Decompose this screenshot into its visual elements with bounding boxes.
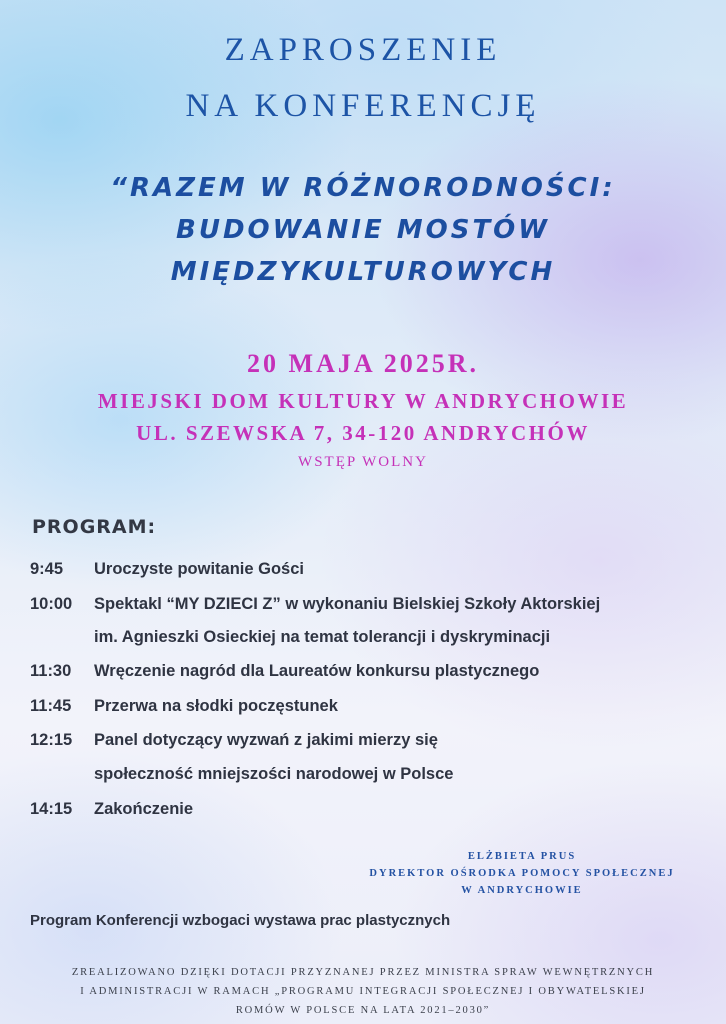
program-item — [30, 731, 438, 750]
program-description: Spektakl “MY DZIECI Z” w wykonaniu Bielskiej Szkoły Aktorskiej — [94, 595, 601, 613]
program-item — [30, 595, 600, 614]
event-entry: WSTĘP WOLNY — [298, 454, 428, 470]
program-item-continuation: społeczność mniejszości narodowej w Polsce — [94, 765, 454, 783]
program-time: 10:00 — [30, 595, 73, 613]
program-item — [30, 697, 338, 716]
funding-line-1: ZREALIZOWANO DZIĘKI DOTACJI PRZYZNANEJ PRZEZ MINISTRA SPRAW WEWNĘTRZNYCH — [71, 967, 655, 978]
program-description: Panel dotyczący wyzwań z jakimi mierzy się — [94, 731, 438, 749]
exhibition-note: Program Konferencji wzbogaci wystawa prac plastycznych — [30, 912, 451, 929]
signature-title-line-1: DYREKTOR OŚRODKA POMOCY SPOŁECZNEJ — [369, 868, 675, 879]
program-time: 9:45 — [30, 560, 64, 578]
program-description: Zakończenie — [94, 800, 194, 818]
program-description: Wręczenie nagród dla Laureatów konkursu plastycznego — [94, 662, 540, 680]
conference-title-line-2: BUDOWANIE MOSTÓW — [176, 215, 550, 245]
program-time: 14:15 — [30, 800, 73, 818]
event-date: 20 MAJA 2025R. — [247, 349, 479, 378]
program-description: Przerwa na słodki poczęstunek — [94, 697, 338, 715]
program-heading: PROGRAM: — [32, 516, 157, 538]
invitation-title-line-2: NA KONFERENCJĘ — [185, 88, 541, 124]
program-time: 11:30 — [30, 662, 72, 680]
invitation-title-line-1: ZAPROSZENIE — [224, 32, 502, 68]
funding-line-2: I ADMINISTRACJI W RAMACH „PROGRAMU INTEGRACJI SPOŁECZNEJ I OBYWATELSKIEJ — [80, 986, 646, 997]
funding-line-3: ROMÓW W POLSCE NA LATA 2021–2030” — [235, 1005, 491, 1016]
program-item-continuation: im. Agnieszki Osieckiej na temat tolerancji i dyskryminacji — [94, 628, 551, 646]
event-venue: MIEJSKI DOM KULTURY W ANDRYCHOWIE — [97, 389, 629, 413]
event-address: UL. SZEWSKA 7, 34-120 ANDRYCHÓW — [136, 421, 590, 445]
signature-title-line-2: W ANDRYCHOWIE — [461, 885, 583, 896]
program-item — [30, 662, 539, 681]
program-time: 12:15 — [30, 731, 73, 749]
program-time: 11:45 — [30, 697, 72, 715]
program-description: Uroczyste powitanie Gości — [94, 560, 304, 578]
signature-name: ELŻBIETA PRUS — [467, 851, 577, 862]
program-item — [30, 800, 193, 819]
conference-title-line-3: MIĘDZYKULTUROWYCH — [170, 257, 556, 287]
conference-title-line-1: “RAZEM W RÓŻNORODNOŚCI: — [110, 173, 616, 203]
program-item — [30, 560, 304, 579]
